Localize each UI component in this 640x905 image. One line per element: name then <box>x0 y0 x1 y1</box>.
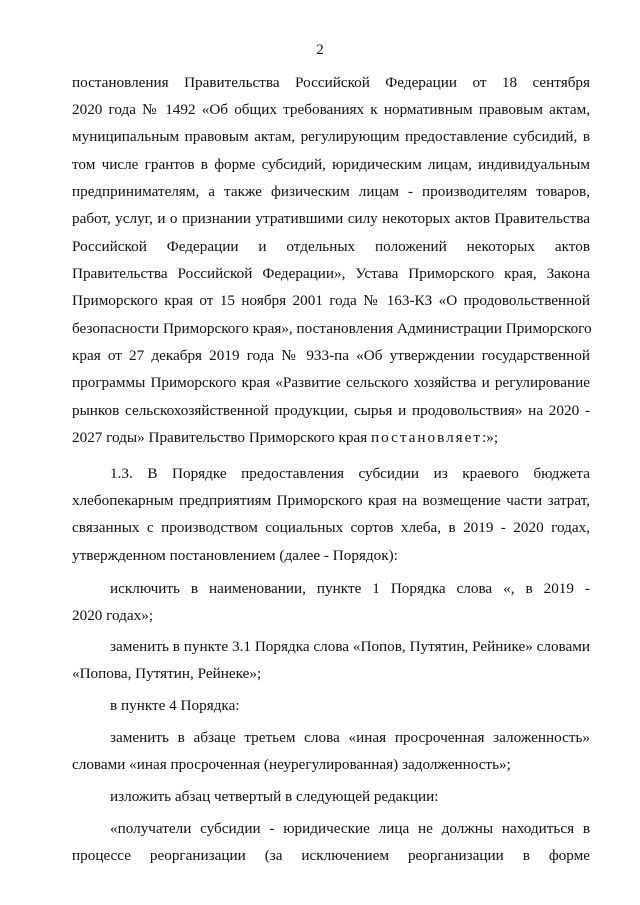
text-line: предпринимателям, а также физическим лицам - производителям товаров, <box>72 183 590 200</box>
text-line: «получатели субсидии - юридические лица не должны находиться в <box>110 820 590 837</box>
text-line: муниципальным правовым актам, регулирующим предоставление субсидий, в <box>72 128 590 145</box>
text-line-resolution <box>72 429 590 447</box>
text-line: словами «иная просроченная (неурегулированная) задолженность»; <box>72 756 511 773</box>
text-line: безопасности Приморского края», постановления Администрации Приморского <box>72 320 592 337</box>
text-line: «Попова, Путятин, Рейнеке»; <box>72 665 262 682</box>
page-number: 2 <box>316 42 324 58</box>
text-line: 2020 года № 1492 «Об общих требованиях к нормативным правовым актам, <box>72 101 590 118</box>
text-line: постановления Правительства Российской Федерации от 18 сентября <box>72 74 590 91</box>
text-line: Правительства Российской Федерации», Устава Приморского края, Закона <box>72 265 590 282</box>
text-line: хлебопекарным предприятиям Приморского края на возмещение части затрат, <box>72 492 590 509</box>
text-line: том числе грантов в форме субсидий, юридическим лицам, индивидуальным <box>72 156 590 173</box>
spaced-word: постановляет <box>371 429 483 446</box>
text-line: исключить в наименовании, пункте 1 Порядка слова «, в 2019 - <box>110 580 590 597</box>
text-line: Приморского края от 15 ноября 2001 года № 163-КЗ «О продовольственной <box>72 292 590 309</box>
text-line: изложить абзац четвертый в следующей редакции: <box>110 788 439 805</box>
text-line: края от 27 декабря 2019 года № 933-па «Об утверждении государственной <box>72 347 590 364</box>
text-line: в пункте 4 Порядка: <box>110 697 240 714</box>
text-line: работ, услуг, и о признании утратившими силу некоторых актов Правительства <box>72 210 590 227</box>
text-line: процессе реорганизации (за исключением реорганизации в форме <box>72 847 590 864</box>
text-line: заменить в абзаце третьем слова «иная просроченная заложенность» <box>110 729 590 746</box>
text-line: заменить в пункте 3.1 Порядка слова «Попов, Путятин, Рейнике» словами <box>110 638 590 655</box>
line-tail: :»; <box>482 429 499 446</box>
text-line: связанных с производством социальных сортов хлеба, в 2019 - 2020 годах, <box>72 519 590 536</box>
text-line: утвержденном постановлением (далее - Порядок): <box>72 547 398 564</box>
text-line: 2027 годы» Правительство Приморского края <box>72 429 371 446</box>
text-line: 2020 годах»; <box>72 607 154 624</box>
text-line: 1.3. В Порядке предоставления субсидии из краевого бюджета <box>110 465 590 482</box>
text-line: рынков сельскохозяйственной продукции, сырья и продовольствия» на 2020 - <box>72 402 590 419</box>
text-line: Российской Федерации и отдельных положений некоторых актов <box>72 238 590 255</box>
text-line: программы Приморского края «Развитие сельского хозяйства и регулирование <box>72 374 590 391</box>
